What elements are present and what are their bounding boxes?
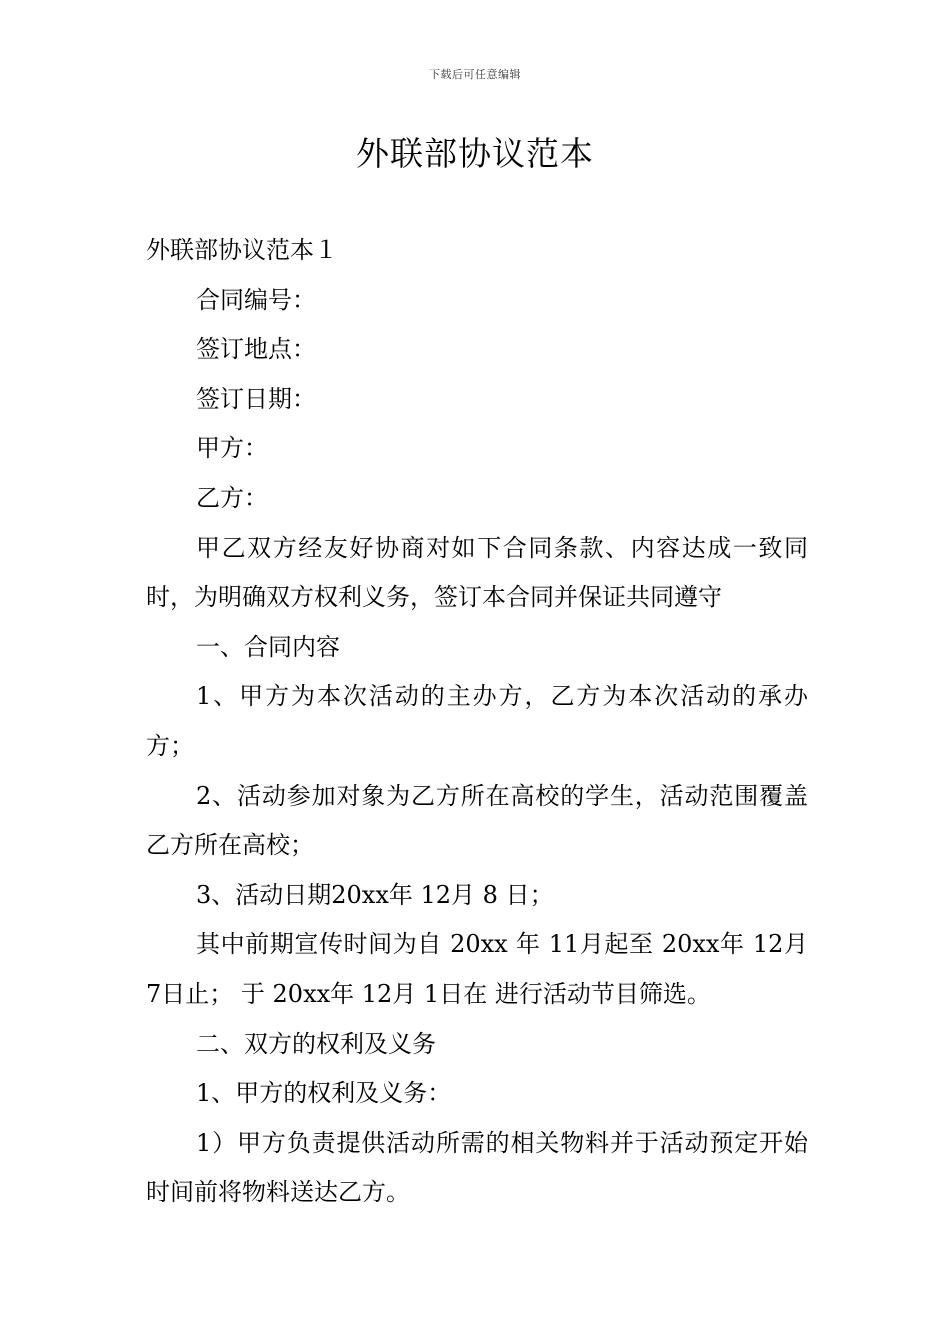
party-b-line: 乙方： bbox=[196, 483, 268, 512]
header-note: 下载后可任意编辑 bbox=[429, 68, 521, 81]
clause-1-paragraph: 1、甲方为本次活动的主办方，乙方为本次活动的承办方； bbox=[146, 682, 808, 760]
document-body bbox=[146, 226, 808, 1218]
clause-2-paragraph: 2、活动参加对象为乙方所在高校的学生，活动范围覆盖乙方所在高校； bbox=[146, 781, 808, 860]
party-a-line: 甲方： bbox=[196, 434, 268, 463]
section-subtitle: 外联部协议范本１ bbox=[146, 236, 338, 264]
signing-place-line: 签订地点： bbox=[196, 335, 316, 364]
clause-3-paragraph: 3、活动日期20xx年 12月 8 日； bbox=[196, 880, 554, 909]
section-heading-rights: 二、双方的权利及义务 bbox=[196, 1029, 436, 1058]
party-a-rights-heading: 1、甲方的权利及义务： bbox=[196, 1079, 452, 1108]
schedule-paragraph: 其中前期宣传时间为自 20xx 年 11月起至 20xx年 12月 7日止； 于 20xx年 12月 1日在 进行活动节目筛选。 bbox=[146, 930, 808, 1008]
contract-number-line: 合同编号： bbox=[196, 285, 316, 314]
party-a-rights-item-1: 1）甲方负责提供活动所需的相关物料并于活动预定开始时间前将物料送达乙方。 bbox=[146, 1128, 808, 1207]
signing-date-line: 签订日期： bbox=[196, 384, 316, 413]
preamble-paragraph: 甲乙双方经友好协商对如下合同条款、内容达成一致同时，为明确双方权利义务，签订本合同并保证共同遵守 bbox=[146, 533, 808, 612]
document-title: 外联部协议范本 bbox=[356, 134, 594, 173]
section-heading-contents: 一、合同内容 bbox=[196, 632, 340, 661]
